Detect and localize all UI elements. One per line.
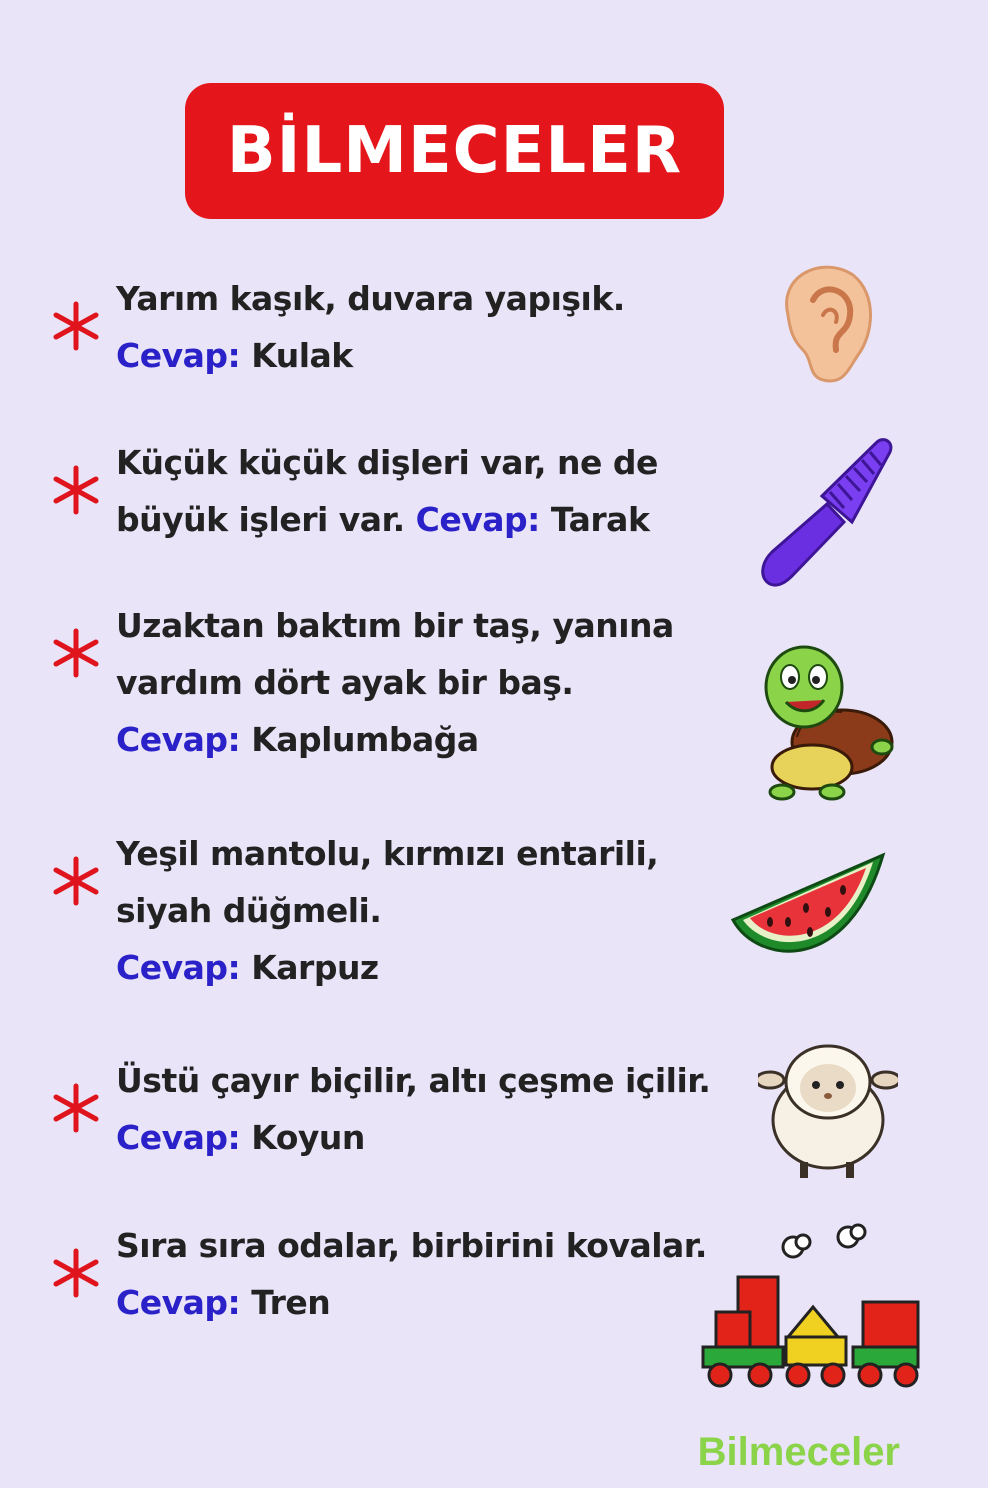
riddle-text: [116, 1217, 776, 1331]
riddle-line: Yarım kaşık, duvara yapışık.: [116, 279, 625, 318]
riddle-line: Küçük küçük dişleri var, ne de: [116, 443, 658, 482]
riddle-line: Uzaktan baktım bir taş, yanına: [116, 606, 674, 645]
answer-label: Cevap:: [116, 720, 241, 759]
riddle-line: Üstü çayır biçilir, altı çeşme içilir.: [116, 1061, 711, 1100]
sheep-icon: [758, 1030, 898, 1180]
asterisk-icon: [50, 464, 102, 516]
asterisk-icon: [50, 627, 102, 679]
comb-icon: [752, 434, 902, 599]
riddle-line: Yeşil mantolu, kırmızı entarili,: [116, 834, 659, 873]
riddle-line: vardım dört ayak bir baş.: [116, 663, 574, 702]
answer-text: Karpuz: [251, 948, 379, 987]
train-icon: [698, 1217, 926, 1395]
footer-watermark: Bilmeceler: [697, 1430, 900, 1474]
answer-text: Koyun: [251, 1118, 365, 1157]
title-banner: [185, 83, 724, 219]
asterisk-icon: [50, 1247, 102, 1299]
riddle-text: [116, 597, 756, 768]
answer-label: Cevap:: [415, 500, 540, 539]
asterisk-icon: [50, 300, 102, 352]
answer-label: Cevap:: [116, 948, 241, 987]
answer-text: Kaplumbağa: [251, 720, 479, 759]
answer-label: Cevap:: [116, 1118, 241, 1157]
riddle-line: büyük işleri var.: [116, 500, 405, 539]
asterisk-icon: [50, 1082, 102, 1134]
riddle-line: Sıra sıra odalar, birbirini kovalar.: [116, 1226, 707, 1265]
riddle-text: [116, 1052, 776, 1166]
asterisk-icon: [50, 855, 102, 907]
watermelon-icon: [728, 850, 893, 970]
answer-text: Kulak: [251, 336, 353, 375]
answer-label: Cevap:: [116, 336, 241, 375]
page-title: BİLMECELER: [226, 114, 683, 188]
ear-icon: [768, 260, 878, 385]
answer-label: Cevap:: [116, 1283, 241, 1322]
riddle-text: [116, 270, 756, 384]
riddle-text: [116, 434, 756, 548]
answer-text: Tren: [251, 1283, 331, 1322]
riddle-line: siyah düğmeli.: [116, 891, 382, 930]
riddle-text: [116, 825, 756, 996]
answer-text: Tarak: [550, 500, 650, 539]
turtle-icon: [752, 642, 897, 802]
